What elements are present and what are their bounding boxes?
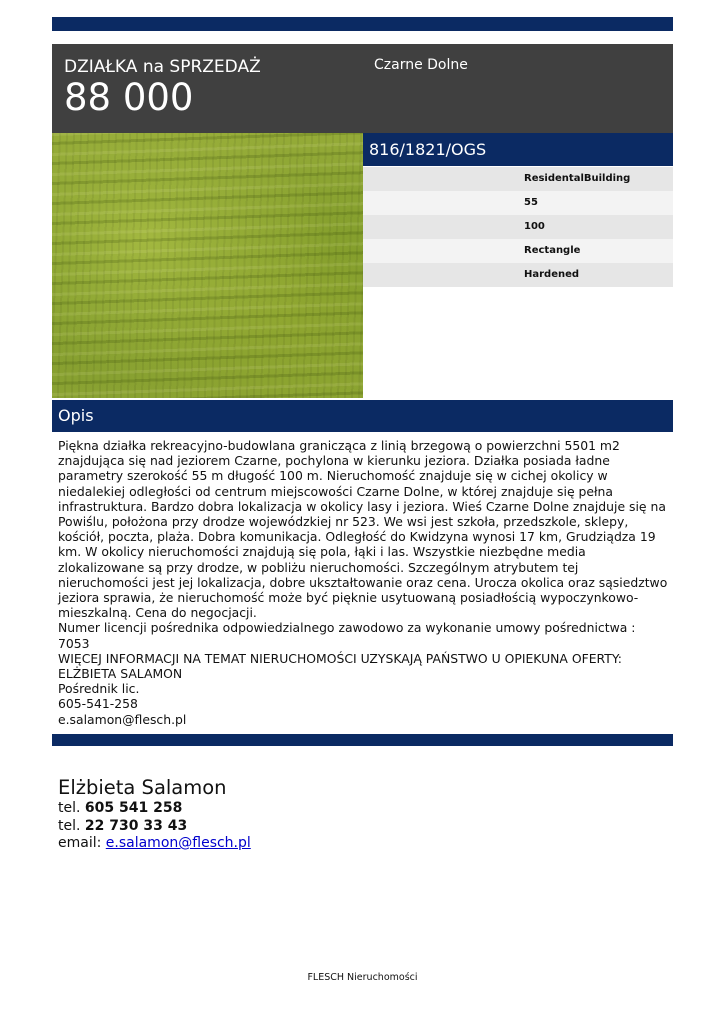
listing-reference: 816/1821/OGS bbox=[369, 140, 487, 159]
agent-phone-2: 22 730 33 43 bbox=[84, 817, 188, 834]
listing-location: Czarne Dolne bbox=[374, 57, 468, 73]
contact-role: Pośrednik lic. bbox=[58, 681, 140, 697]
param-value: 55 bbox=[524, 197, 538, 208]
agent-email-link[interactable]: e.salamon@flesch.pl bbox=[105, 835, 251, 851]
contact-email: e.salamon@flesch.pl bbox=[58, 711, 187, 727]
footer-company: FLESCH Nieruchomości bbox=[307, 972, 418, 983]
section-divider-bar bbox=[52, 734, 673, 746]
param-row bbox=[363, 167, 673, 191]
agent-phone-1: 605 541 258 bbox=[84, 800, 183, 816]
agent-email-line bbox=[58, 835, 251, 853]
agent-phone-line-1 bbox=[58, 800, 251, 818]
listing-price: 88 000 bbox=[64, 76, 194, 119]
license-line: Numer licencji pośrednika odpowiedzialnego zawodowo za wykonanie umowy pośrednictwa : 7053 bbox=[58, 620, 636, 651]
param-value: Rectangle bbox=[524, 245, 581, 256]
email-label: email: bbox=[58, 835, 102, 851]
phone-label: tel. bbox=[58, 800, 81, 816]
agent-card bbox=[58, 776, 251, 853]
phone-label: tel. bbox=[58, 817, 81, 834]
agent-phone-line-2 bbox=[58, 818, 251, 836]
description-title: Opis bbox=[58, 406, 94, 425]
description-body bbox=[58, 438, 670, 727]
description-header bbox=[52, 400, 673, 432]
param-row bbox=[363, 215, 673, 239]
contact-intro: WIĘCEJ INFORMACJI NA TEMAT NIERUCHOMOŚCI UZYSKAJĄ PAŃSTWO U OPIEKUNA OFERTY: bbox=[58, 650, 622, 666]
param-value: Hardened bbox=[524, 269, 580, 280]
param-row bbox=[363, 263, 673, 287]
param-row bbox=[363, 239, 673, 263]
param-value: 100 bbox=[524, 221, 545, 232]
description-text: Piękna działka rekreacyjno-budowlana granicząca z linią brzegową o powierzchni 5501 m2 znajdująca się nad jeziorem Czarne, pochylona w kierunku jeziora. Działka posiada ładne parametry szerokość 55 m długość 100 m. Nieruchomość znajduje się w cichej okolicy w niedalekiej odległości od centrum miejscowości Czarne Dolne, w której znajduje się pełna infrastruktura. Bardzo dobra lokalizacja w okolicy lasy i jeziora. Wieś Czarne Dolne znajduje się na Powiślu, położona przy drodze wojewódzkiej nr 523. We wsi jest szkoła, przedszkole, sklepy, kościół, poczta, plaża. Dobra komunikacja. Odległość do Kwidzyna wynosi 17 km, Grudziądza 19 km. W okolicy nieruchomości znajdują się pola, łąki i las. Wszystkie niezbędne media zlokalizowane są przy drodze, w pobliżu nieruchomości. Szczególnym atrybutem tej nieruchomości jest jej lokalizacja, dobre ukształtowanie oraz cena. Urocza okolica oraz sąsiedztwo jeziora sprawia, że nieruchomość może być pięknie usytuowaną posiadłością wypoczynkowo-mieszkalną. Cena do negocjacji. bbox=[58, 438, 668, 621]
listing-header bbox=[52, 44, 673, 133]
property-photo bbox=[52, 133, 363, 398]
param-row bbox=[363, 191, 673, 215]
param-value: ResidentalBuilding bbox=[524, 173, 631, 184]
reference-header bbox=[363, 133, 673, 166]
contact-name: ELŻBIETA SALAMON bbox=[58, 666, 183, 682]
contact-phone: 605-541-258 bbox=[58, 696, 138, 712]
parameters-table bbox=[363, 167, 673, 287]
listing-kind: DZIAŁKA na SPRZEDAŻ bbox=[64, 57, 261, 77]
top-accent-bar bbox=[52, 17, 673, 31]
agent-name: Elżbieta Salamon bbox=[58, 776, 227, 799]
